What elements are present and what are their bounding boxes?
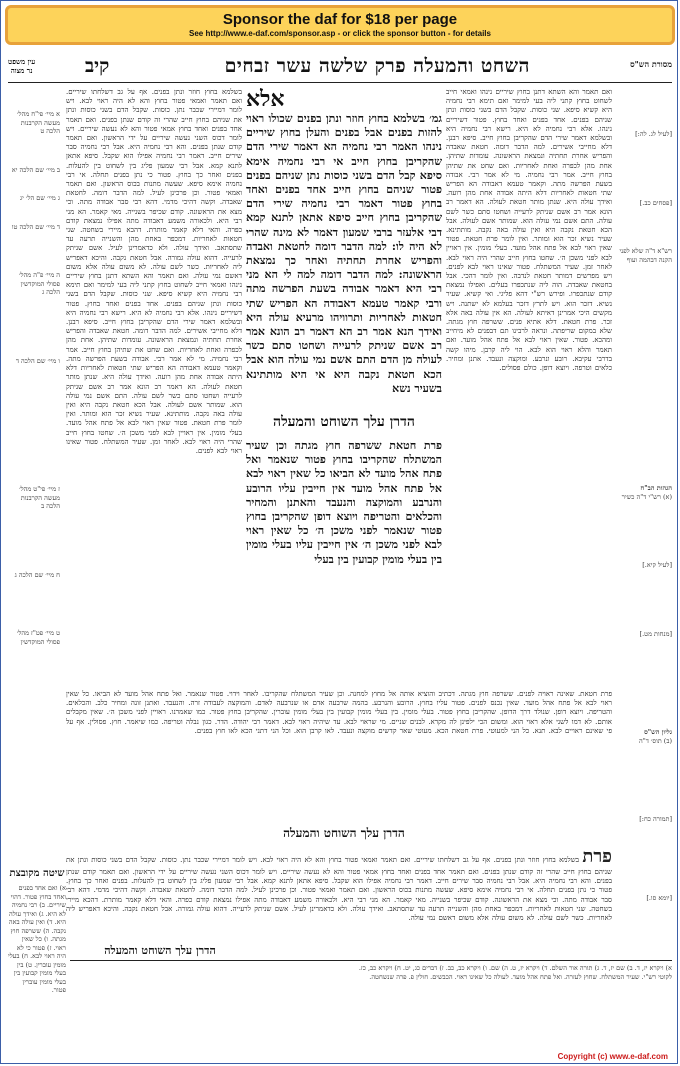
gemara-column [246,88,442,684]
footer-line-1: א) ויקרא יז, ד. ב) שם יז, ד. ג) תורה אור השלם. ד) ויקרא יז, ט. ה) שם. ו) ויקרא כב, כב. ז) דברים כג, יט. ח) ויקרא כב, כז. [358,964,672,972]
gemara-text: גמ׳ בשלמא בחוץ חוזר ונתן בפנים שכולו ראוי להזות בפנים אבל בפנים והעלן בחוץ שיריים נינהו האמר רבי נחמיה הא דאמר שירי הדם שהקריבן בחוץ חייב אי רבי נחמיה אימא סיפא קבל הדם בשני כוסות נתן שניהם בפנים פטור שניהם בחוץ חייב אחד בפנים ואחד בחוץ פטור דאמר רבי נחמיה שירי הדם שהקריבן בחוץ חייב סיפא אתאן לתנא קמא דבי אלעזר ברבי שמעון דאמר לא מינה שהרי לא היה לו: למה הדבר דומה לחטאת ואבדה והפריש אחרת תחתיה ואחר כך נמצאת הראשונה: למה הדבר דומה למה לי הא מני רבי היא דאמר אבודה בשעת הפרשה מתה ורבי קאמר טעמא דאבודה הא הפריש שתי חטאות לאחריות ותרוויהו מרעיא עולה היא ואידך הנא אמר רב הא דאמר רב הונא אמר רב אשם שניתק לרעייה ושחטו סתם כשר לעולה מן הדם התם אשם נמי עולה הוא אבל הכא חטאת נקבה היא אי היא מותתינא בשעיר נשא [246,112,442,395]
tosafot-text: בשלמא בחוץ חוזר ונתן בפנים. אף על גב דשלחתו שיריים. ואם תאמר ואמאי פטור בחוץ והא לא היה ראוי לבא. ויש לומר דמיירי שכבר נתן. כוסות. שקבל הדם בשני כוסות ונתן את שניהם בחוץ חייב שהרי זה קודם שנתן בפנים. ואם תאמר אחד בפנים ואחד בחוץ אמאי פטור והא לא נעשה שיריים. ויש לומר דכוס השני נעשה שיריים על ידי הראשון. ואם תאמר קודם שנתן בפנים. והא רבי נחמיה היא. אבל רבי נחמיה סבר שירים חייב. דאמר רבי נחמיה אפילו הוא שקבל. סיפא אתאן לתנא קמא. אבל רבי שמעון פליג בין לשחוט בין להעלות. בפנים ואחר כך בחוץ. פטור כי נתן בפנים תחלה. אי רבי נחמיה אימא סיפא. שעשה מתנות בכוס הראשון. ואם תאמר ואמאי פטור. וכן פרכינן לעיל. למה הדבר דומה. לחטאת שאבדה. וקשה דהיכי מדמי. דהא רבי סבר אבודה מתה. וכי מצא את הראשונה. קודם שכיפר בשנייה. מאי קאמר. הא מני רבי היא. ולכאורה משמע דאבודה מתה אפילו נמצאת קודם כפרה. והאי דלא קאמר מותרת. דהכא מיירי בשחטה. שני חטאות לאחריות. דמכפר באחת מהן והשנייה תרעה עד שתסתאב. ואידך עולה. ולא כדאמרינן לעיל. אשם שניתק לרעייה. דהוא עולה גמורה. אבל חטאת נקבה. והיכא דאפריש ליה לאחריות. כשר לשם עולה. לא משום עולה אלא משום דאשם נמי עולה. [66,88,242,281]
lower-chapter-end: הדרן עלך השוחט והמעלה [283,826,405,840]
sponsor-link[interactable]: See http://www.e-daf.com/sponsor.asp - or click the sponsor button - for details [189,29,491,38]
lower-commentary: פרת חטאת. שאינה ראויה לפנים. ששרפה חוץ מגתה. דכתיב והוציא אותה אל מחוץ למחנה. וכן שעיר המשתלח שהקריבו. לאחר וידוי. פטור שנאמר. ואל פתח אהל מועד לא הביאו. כל שאין ראוי לבא אל פתח אהל מועד. שאין נכנס לפנים. פטור עליו בחוץ. הרובע והנרבע. בהמה שרבעה אדם או שנרבעה לאדם. והמוקצה לעבודה זרה. והנעבד. ואתנן זונה ומחיר כלב. והכלאים. והטריפה. ויוצא דופן. שנולד דרך הדופן. שהקריבן בחוץ פטור. בעלי מומין. בין בעלי מומין קבועין בין בעלי מומין עוברין. שהקריבן בחוץ פטור. כמו שאמרנו. ראויין לפני משכן ה׳. שאין מקבלים אותם. לא דמו לשני אלא ראוי הוא. ומשום הכי ילפינן לה מקרא. לבנים שניים. מי שראוי לבא. עד שיהיה ראוי לבא. דאמר רבי יהודה. הדר. כגון נבלה וטריפה. כמו שיאמר. חוץ. פסולין. אף על פי שאינם ראויים לבא. תנא. כל הני למעוטי. פרת חטאת הכא. מעוטי שאר קדשים מוקצה ונעבד. לאו קרבן הוא. וכל הני דתני הכא לאו חוץ בפנים. [66,690,612,735]
ein-mishpat-label [8,57,35,75]
left-note: ג מיי׳ שם הל׳ יג [20,194,60,202]
right-note: [מנחות מט.] [639,629,672,638]
right-note: [לעיל לג. לה:] [635,130,672,138]
shita-text: א) ואם אחד בפנים ואחד בחוץ פטור. דהוי שיריים. ב) רבי נחמיה לא היא. ג) ואידך עולה היא. ד) ואין עולה באה נקבה. ה) ששרפה חוץ מגתה. ו) כל שאין ראוי. ז) פטור כי לא היה ראוי לבא. ח) בעלי מומין עוברין. ט) בין בעלי מומין קבועין בין בעלי מומין עוברין פטור. [8,884,66,994]
right-margin-notes [614,90,672,950]
footer-notes [72,964,672,1036]
left-note: ב מיי׳ שם הלכה יא [11,165,60,174]
right-note: גליון הש"ס [644,728,672,736]
page-number: קיב [85,55,110,77]
running-head: השחט והמעלה פרק שלשה עשר זבחים [224,55,530,77]
tosafot-column [66,88,242,748]
rashi-text-cont: ויש מפרשים דמותר חטאת לנדבה. ואין לומר דהכי. אבל בחטאת שאבדה. הוה ליה שנתכפרו בעלים. ואפילו נמצאת קודם שנתכפרו. ופירש רש"י דהא פליגי. ואי קשיא. שעיר נשיא. דזכר הוא. ויש לתרץ דזכר בעלמא לא ישתנה. ויש מקשים היכי אמרינן דאיתא לעולה. הא אין עולה באה אלא זכר. פרת חטאת. דלא אתיא פנים. ששרפה חוץ מגתה. שלא במקום שריפתה. ונראה לרבינו תם דבפנים לא מיחייב ומהכא. פטור. שאין ראוי לבא אל פתח אהל מועד. ואם תאמר והלא ראוי הוא לבא. הוי ליה קרבן. מיהו קשה בדרבי עקיבא. רובע ונרבע. ומוקצה ונעבד. אתנן ומחיר. כלאים וטרפה. ויוצא דופן. כולם פסולים. [446,272,612,373]
left-note: ד מיי׳ שם הלכה טו [11,222,60,231]
ein-mishpat-label-1: עין משפט [8,57,36,66]
gemara-opening-word: אלא [246,88,285,112]
right-note: רש"א ד"ה שלא לפני הקנה דבהמה ועוף [619,247,672,264]
tosafot-chapter-end: הדרן עלך השוחט והמעלה [104,944,216,957]
right-note: [תמורה כח:] [639,815,672,823]
shita-title: שיטה מקובצת [9,868,65,879]
right-note: [לעיל קיא.] [642,561,672,569]
lower-commentary-text-2: בשלמא בחוץ חוזר ונתן בפנים. אף על גב דשלחתו שיריים. ואם תאמר ואמאי פטור בחוץ והא לא היה ראוי לבא. ויש לומר דמיירי שכבר נתן. כוסות. שקבל הדם בשני כוסות ונתן את שניהם בחוץ חייב שהרי זה קודם שנתן בפנים. ואם תאמר אחד בפנים ואחד בחוץ אמאי פטור והא לא נעשה שיריים. ויש לומר דכוס השני נעשה שיריים על ידי הראשון. ואם תאמר קודם שנתן בפנים. והא רבי נחמיה היא. אבל רבי נחמיה סבר שירים חייב. דאמר רבי נחמיה אפילו הוא שקבל. סיפא אתאן לתנא קמא. אבל רבי שמעון פליג בין לשחוט בין להעלות. בפנים ואחר כך בחוץ. פטור כי נתן בפנים תחלה. אי רבי נחמיה אימא סיפא. שעשה מתנות בכוס הראשון. ואם תאמר ואמאי פטור. וכן פרכינן לעיל. למה הדבר דומה. לחטאת שאבדה. וקשה דהיכי מדמי. דהא רבי סבר אבודה מתה. וכי מצא את הראשונה. קודם שכיפר בשנייה. מאי קאמר. הא מני רבי היא. ולכאורה משמע דאבודה מתה אפילו נמצאת קודם כפרה. והאי דלא קאמר מותרת. דהכא מיירי בשחטה. שני חטאות לאחריות. דמכפר באחת מהן והשנייה תרעה עד שתסתאב. ואידך עולה. ולא כדאמרינן לעיל. אשם שניתק לרעייה. דהוא עולה גמורה. אבל חטאת נקבה. והיכא דאפריש ליה לאחריות. כשר לשם עולה. לא משום עולה אלא משום דאשם נמי עולה. [66,856,612,923]
left-note: ו מיי׳ שם הלכה ד [15,356,60,365]
masoret-label: מסורת הש"ס [630,59,672,69]
right-note: (ב) תוס׳ ד"ה [638,736,672,745]
page-header [0,55,680,81]
lower-commentary-cont [66,846,612,940]
rashi-text: ואם תאמר והא השתא דתנן בחוץ שיריים נינהו ואמאי חייב לשחוט בחוץ קתני ליה בעי למימר ואם תימא רבי נחמיה היא קשיא סיפא. שני כוסות. שקבל הדם בשני כוסות ונתן שניהם בפנים. אחד בפנים ואחד בחוץ. פטור דשיריים נינהו. אלא רבי נחמיה לא היא. רישא רבי נחמיה היא ובשלמא דאמר שירי הדם שהקריבן בחוץ חייב. סיפא רבנן. דלא מחייבי אשירים. למה הדבר דומה. חטאת שאבדה והפריש אחרת תחתיה ונמצאת הראשונה. עומדות שתיהן. אחת מהן לכפרה ואחת לאחריות. ואם שחט את שתיהן בחוץ חייב. אמר רבי נחמיה. מי לא אמר רבי. אבודה בשעת הפרשה מתה. וקאמר טעמא דאבודה הא הפריש שתי חטאות לאחריות דלא היתה אבודה אחת מהן רועה. ואידך עולה היא. שנתן מותר חטאת לעולה. הא דאמר רב הונא אמר רב אשם שניתק לרעייה ושחטו סתם כשר לשם עולה. התם אשם נמי עולה הוא. שמותר אשם לעולה. אבל הכא חטאת נקבה היא ואין עולה באה נקבה. מותתינא. שעיר נשיא זכר הוא ומותר. ואין לומר פרת חטאת. פטור שאין ראוי לבא אל פתח אהל מועד. בעלי מומין. אין ראויין לבא לפני משכן ה׳. שחטו בחוץ חייב שהרי היה ראוי לבא. לאחר זמן. שעיר המשתלח. פטור שאינו ראוי לבא לפנים. [446,88,612,271]
rashi-column [446,88,612,684]
left-note: ח מיי׳ שם הלכה ג [14,570,60,579]
left-note: ז מיי׳ פי"ט מהל׳ מעשה הקרבנות הלכה ב [19,485,60,510]
sponsor-title[interactable]: Sponsor the daf for $18 per page [222,11,458,28]
mishnah-text: פרת חטאת ששרפה חוץ מגתה וכן שעיר המשתלח שהקריבו בחוץ פטור שנאמר ואל פתח אהל מועד לא הביאו כל שאין ראוי לבא אל פתח אהל מועד אין חייבין עליו הרובע והנרבע והמוקצה והנעבד והאתנן והמחיר והכלאים והטריפה ויוצא דופן שהקריבן בחוץ פטור שנאמר לפני משכן ה׳ כל שאין ראוי לבא לפני משכן ה׳ אין חייבין עליו בעלי מומין בין בעלי מומין קבועין בין בעלי [246,439,442,566]
footer-line-2: לקוטי רש"י. שעיר המשתלח. שחוץ לעזרה. ואל פתח אהל מועד. לעולה כל שאינו ראוי. הכבשים. חולין פ. פרה שנשחטה. [369,972,672,981]
sponsor-banner[interactable] [5,5,675,45]
gemara-chapter-end: הדרן עלך השוחט והמעלה [273,414,415,430]
left-note: א מיי׳ פי"ח מהל׳ מעשה הקרבנות הלכה ט [17,110,60,135]
right-note: (א) רש"י ד"ה כשיר [621,492,672,501]
ein-mishpat-label-2: נר מצוה [10,66,33,75]
right-note: הגהות הב"ח [640,484,672,492]
copyright-link[interactable]: Copyright (c) www.e-daf.com [557,1052,668,1061]
left-margin-notes [8,90,60,770]
lower-mishnah-label: פרת [582,846,612,867]
left-note: ה מיי׳ פ"ה מהל׳ פסולי המוקדשין הלכה ג [19,271,60,296]
left-note: ט מיי׳ פט"ז מהל׳ פסולי המוקדשין [16,629,60,646]
right-note: [יומא סו.] [646,893,672,902]
right-note: [פסחים כב.] [639,198,672,207]
header-rule [8,82,672,83]
footer-rule [70,960,672,961]
tosafot-text-cont: ואם תאמר והא השתא דתנן בחוץ שיריים נינהו ואמאי חייב לשחוט בחוץ קתני ליה בעי למימר ואם תימא רבי נחמיה היא קשיא סיפא. שני כוסות. שקבל הדם בשני כוסות ונתן שניהם בפנים. אחד בפנים ואחד בחוץ. פטור דשיריים נינהו. אלא רבי נחמיה לא היא. רישא רבי נחמיה היא ובשלמא דאמר שירי הדם שהקריבן בחוץ חייב. סיפא רבנן. דלא מחייבי אשירים. למה הדבר דומה. חטאת שאבדה והפריש אחרת תחתיה ונמצאת הראשונה. עומדות שתיהן. אחת מהן לכפרה ואחת לאחריות. ואם שחט את שתיהן בחוץ חייב. אמר רבי נחמיה. מי לא אמר רבי. אבודה בשעת הפרשה מתה. וקאמר טעמא דאבודה הא הפריש שתי חטאות לאחריות דלא היתה אבודה אחת מהן רועה. ואידך עולה היא. שנתן מותר חטאת לעולה. הא דאמר רב הונא אמר רב אשם שניתק לרעייה ושחטו סתם כשר לשם עולה. התם אשם נמי עולה הוא. שמותר אשם לעולה. אבל הכא חטאת נקבה היא ואין עולה באה נקבה. מותתינא. שעיר נשיא זכר הוא ומותר. ואין לומר פרת חטאת. פטור שאין ראוי לבא אל פתח אהל מועד. בעלי מומין. אין ראויין לבא לפני משכן ה׳. שחטו בחוץ חייב שהרי היה ראוי לבא. לאחר זמן. שעיר המשתלח. פטור שאינו ראוי לבא לפנים. [66,272,242,455]
